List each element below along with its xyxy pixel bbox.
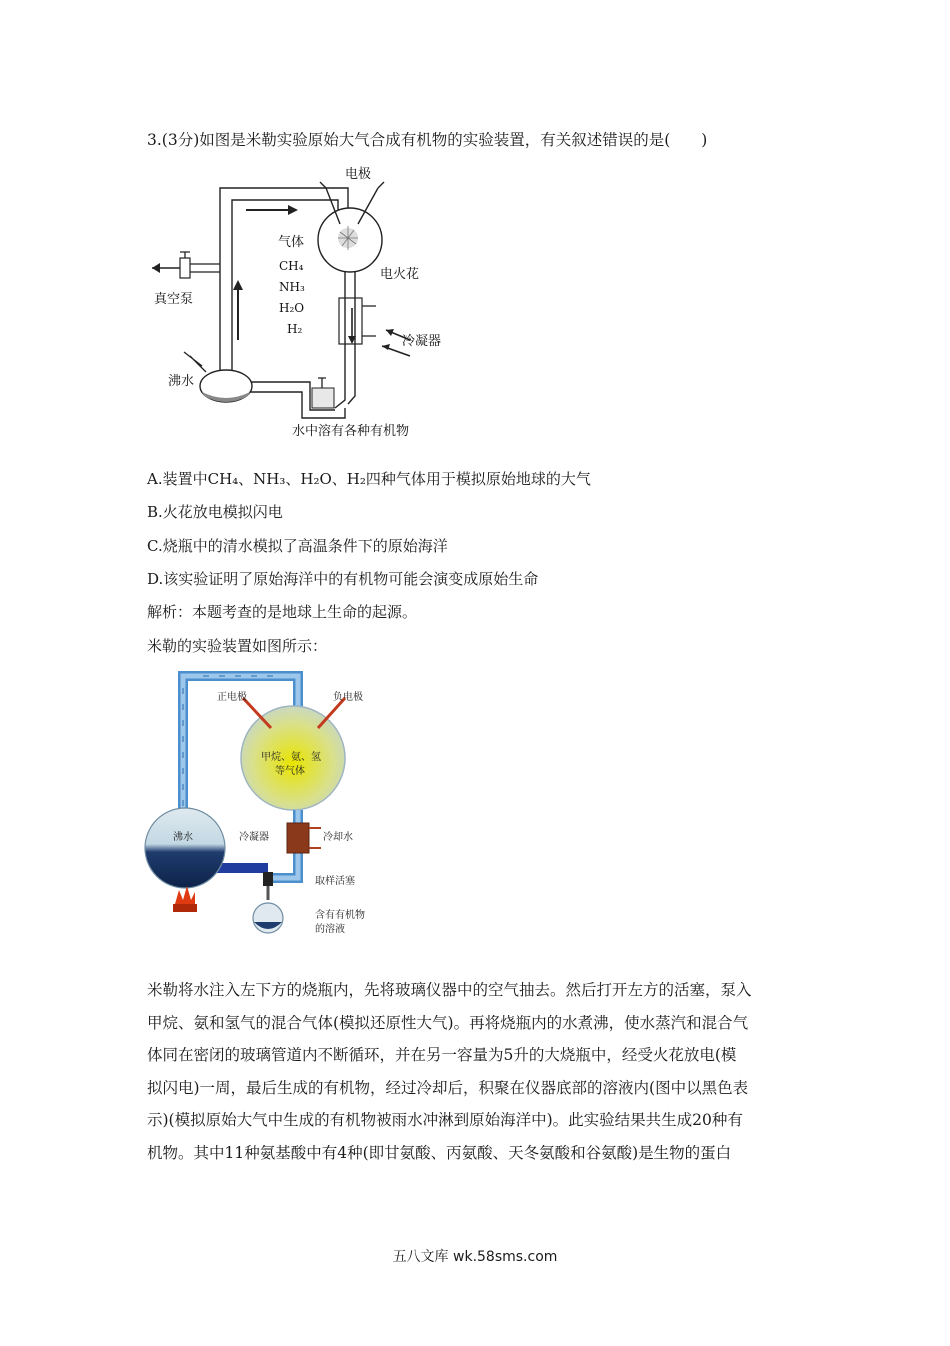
label-condenser-2: 冷凝器 xyxy=(239,832,269,843)
label-gas: 气体 xyxy=(278,235,305,250)
label-boiling-water-2: 沸水 xyxy=(173,832,193,843)
label-solution-line-2: 的溶液 xyxy=(315,924,345,935)
paragraph-line: 拟闪电)一周，最后生成的有机物，经过冷却后，积聚在仪器底部的溶液内(图中以黑色表 xyxy=(147,1078,749,1097)
label-gas-nh3: NH₃ xyxy=(279,280,305,294)
label-gas-h2: H₂ xyxy=(287,322,303,336)
label-solution: 水中溶有各种有机物 xyxy=(292,424,410,439)
label-solution-line-1: 含有有机物 xyxy=(315,910,365,921)
option-a: A.装置中CH₄、NH₃、H₂O、H₂四种气体用于模拟原始地球的大气 xyxy=(147,470,591,488)
label-gas-h2o: H₂O xyxy=(279,301,305,315)
label-electrode: 电极 xyxy=(345,167,372,182)
paragraph-line: 机物。其中11种氨基酸中有4种(即甘氨酸、丙氨酸、天冬氨酸和谷氨酸)是生物的蛋白 xyxy=(147,1143,732,1162)
paragraph-line: 体同在密闭的玻璃管道内不断循环，并在另一容量为5升的大烧瓶中，经受火花放电(模 xyxy=(147,1046,737,1065)
label-sample-valve: 取样活塞 xyxy=(315,876,355,887)
miller-apparatus-diagram xyxy=(140,160,470,445)
analysis-line-1: 解析：本题考查的是地球上生命的起源。 xyxy=(147,603,418,621)
label-positive-electrode: 正电极 xyxy=(217,692,247,703)
paragraph-line: 示)(模拟原始大气中生成的有机物被雨水冲淋到原始海洋中)。此实验结果共生成20种有 xyxy=(147,1111,743,1130)
paragraph-line: 米勒将水注入左下方的烧瓶内，先将玻璃仪器中的空气抽去。然后打开左方的活塞，泵入 xyxy=(147,981,752,999)
flame-icon xyxy=(173,886,197,912)
explanation-paragraph xyxy=(147,974,807,1170)
label-boiling-water: 沸水 xyxy=(168,374,195,389)
miller-apparatus-color-diagram xyxy=(143,668,388,948)
label-spark: 电火花 xyxy=(380,267,420,282)
option-d: D.该实验证明了原始海洋中的有机物可能会演变成原始生命 xyxy=(147,570,539,588)
label-gas-line-1: 甲烷、氨、氢 xyxy=(261,752,321,763)
option-c: C.烧瓶中的清水模拟了高温条件下的原始海洋 xyxy=(147,537,448,555)
label-vacuum-pump: 真空泵 xyxy=(154,292,194,307)
option-b: B.火花放电模拟闪电 xyxy=(147,503,283,521)
label-gas-ch4: CH₄ xyxy=(279,259,304,273)
label-gas-line-2: 等气体 xyxy=(275,766,305,777)
label-cooling-water: 冷却水 xyxy=(323,832,353,843)
label-negative-electrode: 负电极 xyxy=(333,692,363,703)
analysis-line-2: 米勒的实验装置如图所示： xyxy=(147,637,328,655)
question-title: 3.(3分)如图是米勒实验原始大气合成有机物的实验装置，有关叙述错误的是( ) xyxy=(147,131,708,149)
footer-watermark: 五八文库 wk.58sms.com xyxy=(392,1249,558,1265)
paragraph-line: 甲烷、氨和氢气的混合气体(模拟还原性大气)。再将烧瓶内的水煮沸，使水蒸汽和混合气 xyxy=(147,1013,749,1032)
label-condenser: 冷凝器 xyxy=(402,334,442,349)
